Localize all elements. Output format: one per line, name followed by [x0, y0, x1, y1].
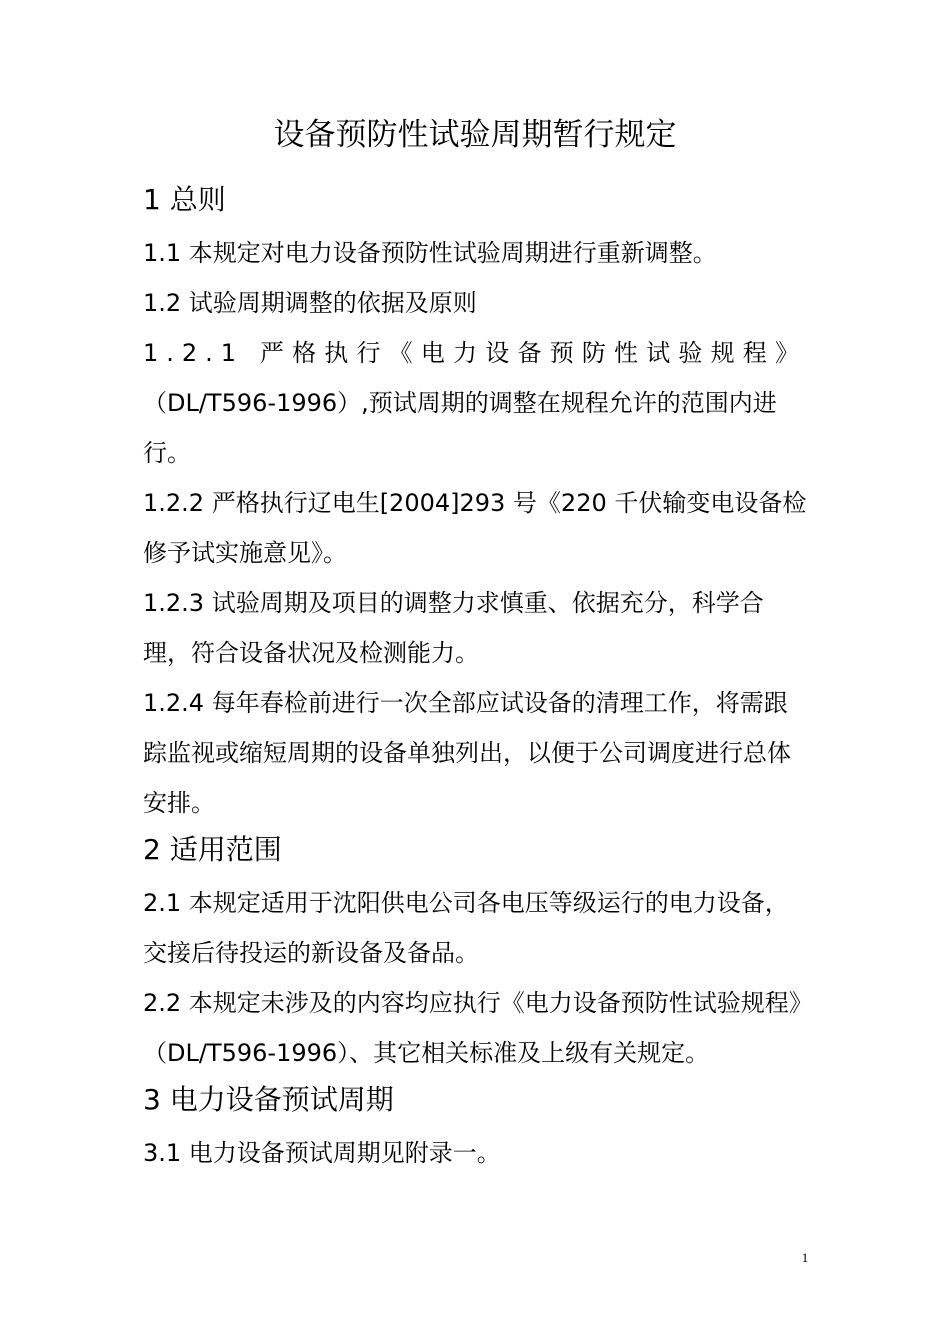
paragraph-1-2-1-first-line: 1.2.1 严格执行《电力设备预防性试验规程》: [143, 339, 807, 367]
paragraph-2-1: 2.1 本规定适用于沈阳供电公司各电压等级运行的电力设备，交接后待投运的新设备及备品。: [143, 889, 789, 967]
paragraph-1-2-3: 1.2.3 试验周期及项目的调整力求慎重、依据充分，科学合理，符合设备状况及检测能力。: [143, 589, 764, 667]
paragraph-1-2-1-continued: （DL/T596-1996）,预试周期的调整在规程允许的范围内进行。: [143, 389, 777, 467]
section-heading-2: 2 适用范围: [143, 833, 282, 866]
paragraph-1-1: 1.1 本规定对电力设备预防性试验周期进行重新调整。: [143, 239, 717, 267]
section-heading-1: 1 总则: [143, 183, 226, 216]
paragraph-1-2-2: 1.2.2 严格执行辽电生[2004]293 号《220 千伏输变电设备检修予试实施意见》。: [143, 489, 807, 567]
page-number: 1: [801, 1250, 809, 1265]
section-heading-3: 3 电力设备预试周期: [143, 1083, 394, 1116]
paragraph-1-2-4: 1.2.4 每年春检前进行一次全部应试设备的清理工作，将需跟踪监视或缩短周期的设备单独列出，以便于公司调度进行总体安排。: [143, 689, 791, 817]
paragraph-1-2: 1.2 试验周期调整的依据及原则: [143, 289, 477, 317]
document-title: 设备预防性试验周期暂行规定: [273, 117, 677, 153]
paragraph-3-1: 3.1 电力设备预试周期见附录一。: [143, 1139, 501, 1167]
paragraph-2-2: 2.2 本规定未涉及的内容均应执行《电力设备预防性试验规程》（DL/T596-1996）、其它相关标准及上级有关规定。: [143, 989, 801, 1067]
document-body: [143, 178, 807, 1178]
